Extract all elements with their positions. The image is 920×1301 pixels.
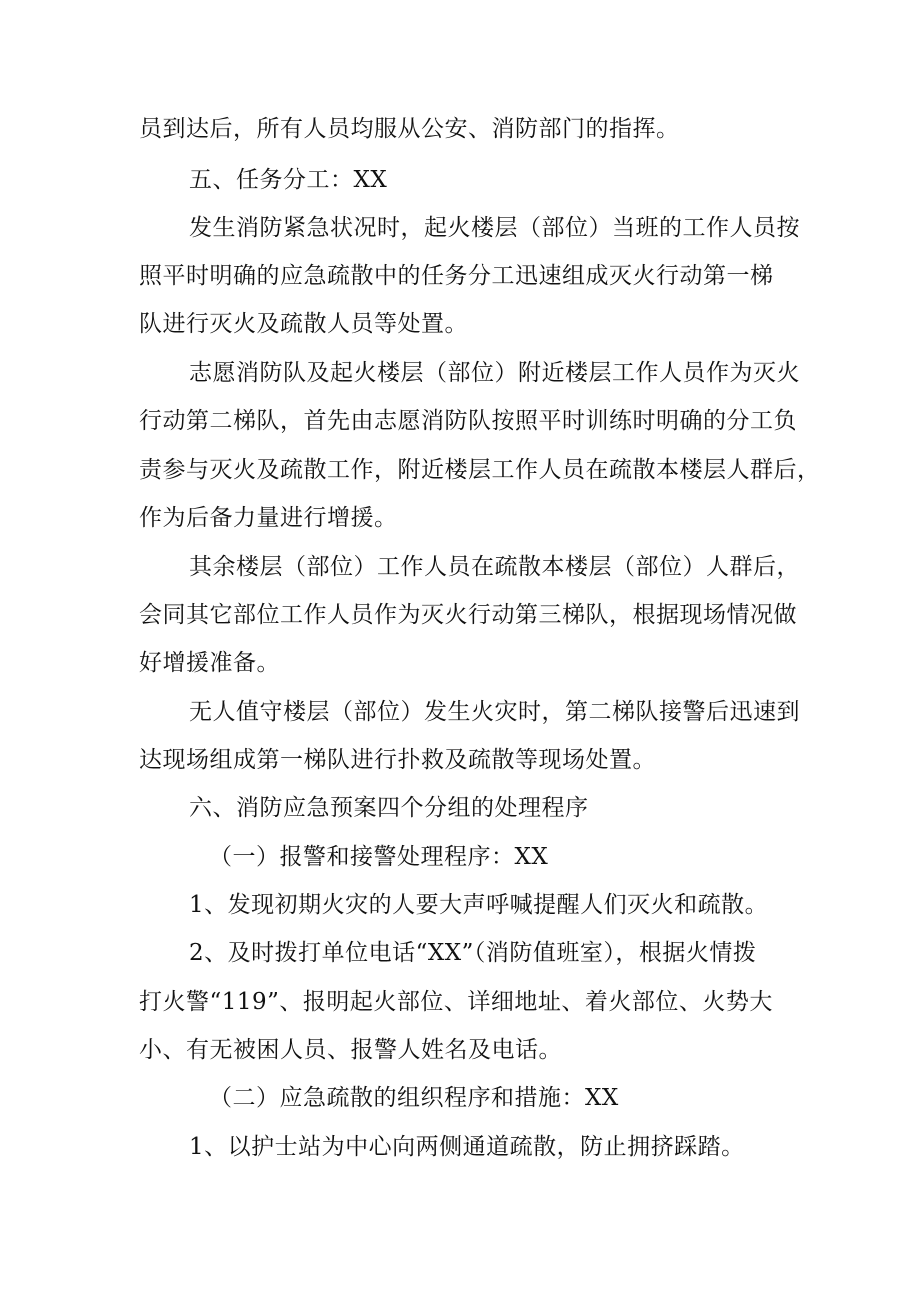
list-item: 1、以护士站为中心向两侧通道疏散，防止拥挤踩踏。 (189, 1134, 745, 1160)
section-heading: 五、任务分工：XX (189, 167, 388, 193)
text-line: 会同其它部位工作人员作为灭火行动第三梯队，根据现场情况做 (139, 602, 797, 628)
subsection-heading: （二）应急疏散的组织程序和措施：XX (209, 1085, 619, 1111)
text-line: 照平时明确的应急疏散中的任务分工迅速组成灭火行动第一梯 (139, 263, 774, 289)
list-item: 1、发现初期火灾的人要大声呼喊提醒人们灭火和疏散。 (189, 892, 769, 918)
text-line: 发生消防紧急状况时，起火楼层（部位）当班的工作人员按 (189, 215, 800, 241)
text-line: 作为后备力量进行增援。 (139, 505, 398, 531)
text-line: 志愿消防队及起火楼层（部位）附近楼层工作人员作为灭火 (189, 360, 800, 386)
text-line: 好增援准备。 (139, 650, 280, 676)
text-line: 无人值守楼层（部位）发生火灾时，第二梯队接警后迅速到 (189, 699, 800, 725)
section-heading: 六、消防应急预案四个分组的处理程序 (189, 795, 589, 821)
list-item: 2、及时拨打单位电话“XX”（消防值班室），根据火情拨 (189, 940, 757, 966)
text-line: 小、有无被困人员、报警人姓名及电话。 (139, 1037, 562, 1063)
text-line: 打火警“119”、报明起火部位、详细地址、着火部位、火势大 (139, 989, 773, 1015)
subsection-heading: （一）报警和接警处理程序：XX (209, 844, 549, 870)
text-line: 队进行灭火及疏散人员等处置。 (139, 311, 468, 337)
text-line: 责参与灭火及疏散工作，附近楼层工作人员在疏散本楼层人群后， (139, 457, 821, 483)
text-line: 员到达后，所有人员均服从公安、消防部门的指挥。 (139, 116, 680, 142)
text-line: 行动第二梯队，首先由志愿消防队按照平时训练时明确的分工负 (139, 408, 797, 434)
text-line: 达现场组成第一梯队进行扑救及疏散等现场处置。 (139, 747, 656, 773)
text-line: 其余楼层（部位）工作人员在疏散本楼层（部位）人群后， (189, 554, 800, 580)
